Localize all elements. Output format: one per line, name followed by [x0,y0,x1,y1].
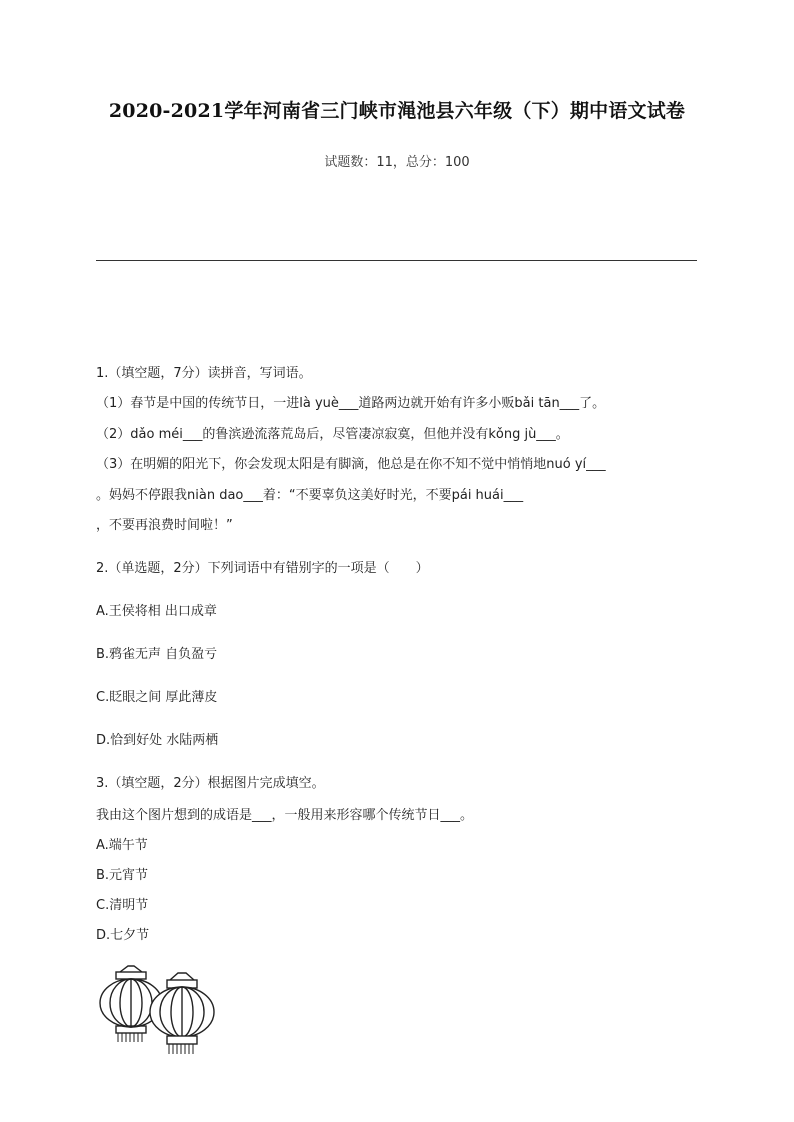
question-2-stem: 2.（单选题，2分）下列词语中有错别字的一项是（ ） [96,561,429,576]
question-2-option-b: B.鸦雀无声 自负盈亏 [96,647,218,662]
lantern-icon [96,962,236,1060]
question-1-line-2: （2）dǎo méi___的鲁滨逊流落荒岛后，尽管凄凉寂寞，但他并没有kǒng jù___。 [96,427,569,442]
question-2-option-c: C.眨眼之间 厚此薄皮 [96,690,218,705]
question-1-stem: 1.（填空题，7分）读拼音，写词语。 [96,366,312,381]
question-1-line-4: 。妈妈不停跟我niàn dao___着：“不要辜负这美好时光，不要pái huái___ [96,488,524,503]
question-1-line-1: （1）春节是中国的传统节日，一进là yuè___道路两边就开始有许多小贩bǎi tān___了。 [96,396,606,411]
page-title: 2020-2021学年河南省三门峡市渑池县六年级（下）期中语文试卷 [108,100,686,122]
divider [96,260,697,261]
question-3-option-a: A.端午节 [96,838,148,853]
exam-summary: 试题数：11，总分：100 [324,155,470,170]
question-1-line-5: ，不要再浪费时间啦！” [96,518,233,533]
question-3-option-b: B.元宵节 [96,868,149,883]
question-3-option-d: D.七夕节 [96,928,150,943]
question-3-stem: 3.（填空题，2分）根据图片完成填空。 [96,776,325,791]
question-2-option-a: A.王侯将相 出口成章 [96,604,217,619]
question-1-line-3: （3）在明媚的阳光下，你会发现太阳是有脚滴，他总是在你不知不觉中悄悄地nuó yí___ [96,457,606,472]
question-3-option-c: C.清明节 [96,898,149,913]
question-3-prompt: 我由这个图片想到的成语是___，一般用来形容哪个传统节日___。 [96,808,474,823]
question-2-option-d: D.恰到好处 水陆两栖 [96,733,219,748]
